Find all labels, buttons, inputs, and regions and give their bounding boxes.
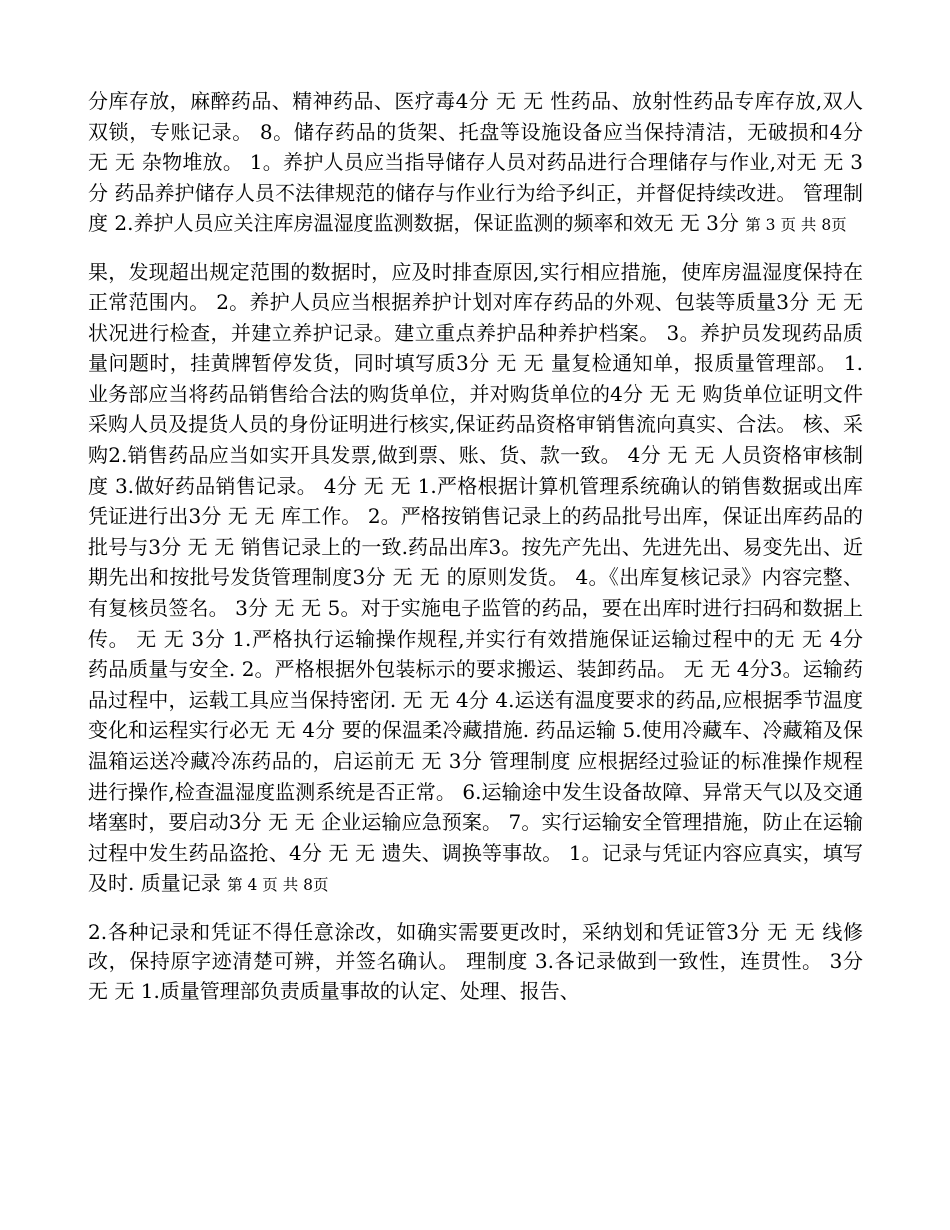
paragraph-text: 2.各种记录和凭证不得任意涂改，如确实需要更改时，采纳划和凭证管3分 无 无 线修改，保持原字迹清楚可辨，并签名确认。 理制度 3.各记录做到一致性，连贯性。 3分 无 无 1.质量管理部负责质量事故的认定、处理、报告、	[88, 919, 863, 1003]
paragraph-page4	[88, 257, 863, 901]
paragraph-page5-start	[88, 918, 863, 1007]
page-footer-3: 第 3 页 共 8页	[745, 216, 847, 234]
paragraph-page3-end	[88, 86, 863, 241]
page-footer-4: 第 4 页 共 8页	[227, 876, 329, 895]
paragraph-text: 果，发现超出规定范围的数据时，应及时排查原因,实行相应措施，使库房温湿度保持在正常范围内。 2。养护人员应当根据养护计划对库存药品的外观、包装等质量3分 无 无 状况进行检查，并建立养护记录。建立重点养护品种养护档案。 3。养护员发现药品质量问题时，挂黄牌暂停发货，同时填写质3分 无 无 量复检通知单，报质量管理部。 1.业务部应当将药品销售给合法的购货单位，并对购货单位的4分 无 无 购货单位证明文件采购人员及提货人员的身份证明进行核实,保证药品资格审销售流向真实、合法。 核、采购2.销售药品应当如实开具发票,做到票、账、货、款一致。 4分 无 无 人员资格审核制度 3.做好药品销售记录。 4分 无 无 1.严格根据计算机管理系统确认的销售数据或出库凭证进行出3分 无 无 库工作。 2。严格按销售记录上的药品批号出库，保证出库药品的批号与3分 无 无 销售记录上的一致.药品出库3。按先产先出、先进先出、易变先出、近期先出和按批号发货管理制度3分 无 无 的原则发货。 4。《出库复核记录》内容完整、有复核员签名。 3分 无 无 5。对于实施电子监管的药品，要在出库时进行扫码和数据上传。 无 无 3分 1.严格执行运输操作规程,并实行有效措施保证运输过程中的无 无 4分 药品质量与安全. 2。严格根据外包装标示的要求搬运、装卸药品。 无 无 4分3。运输药品过程中，运载工具应当保持密闭. 无 无 4分 4.运送有温度要求的药品,应根据季节温度变化和运程实行必无 无 4分 要的保温柔冷藏措施. 药品运输 5.使用冷藏车、冷藏箱及保温箱运送冷藏冷冻药品的，启运前无 无 3分 管理制度 应根据经过验证的标准操作规程进行操作,检查温湿度监测系统是否正常。 6.运输途中发生设备故障、异常天气以及交通堵塞时，要启动3分 无 无 企业运输应急预案。 7。实行运输安全管理措施，防止在运输过程中发生药品盗抢、4分 无 无 遗失、调换等事故。 1。记录与凭证内容应真实，填写及时. 质量记录	[88, 259, 863, 896]
paragraph-text: 分库存放，麻醉药品、精神药品、医疗毒4分 无 无 性药品、放射性药品专库存放,双人双锁，专账记录。 8。储存药品的货架、托盘等设施设备应当保持清洁，无破损和4分 无 无 杂物堆放。 1。养护人员应当指导储存人员对药品进行合理储存与作业,对无 无 3分 药品养护储存人员不法律规范的储存与作业行为给予纠正，并督促持续改进。 管理制度 2.养护人员应关注库房温湿度监测数据，保证监测的频率和效无 无 3分	[88, 89, 863, 235]
document-page	[88, 86, 863, 1006]
